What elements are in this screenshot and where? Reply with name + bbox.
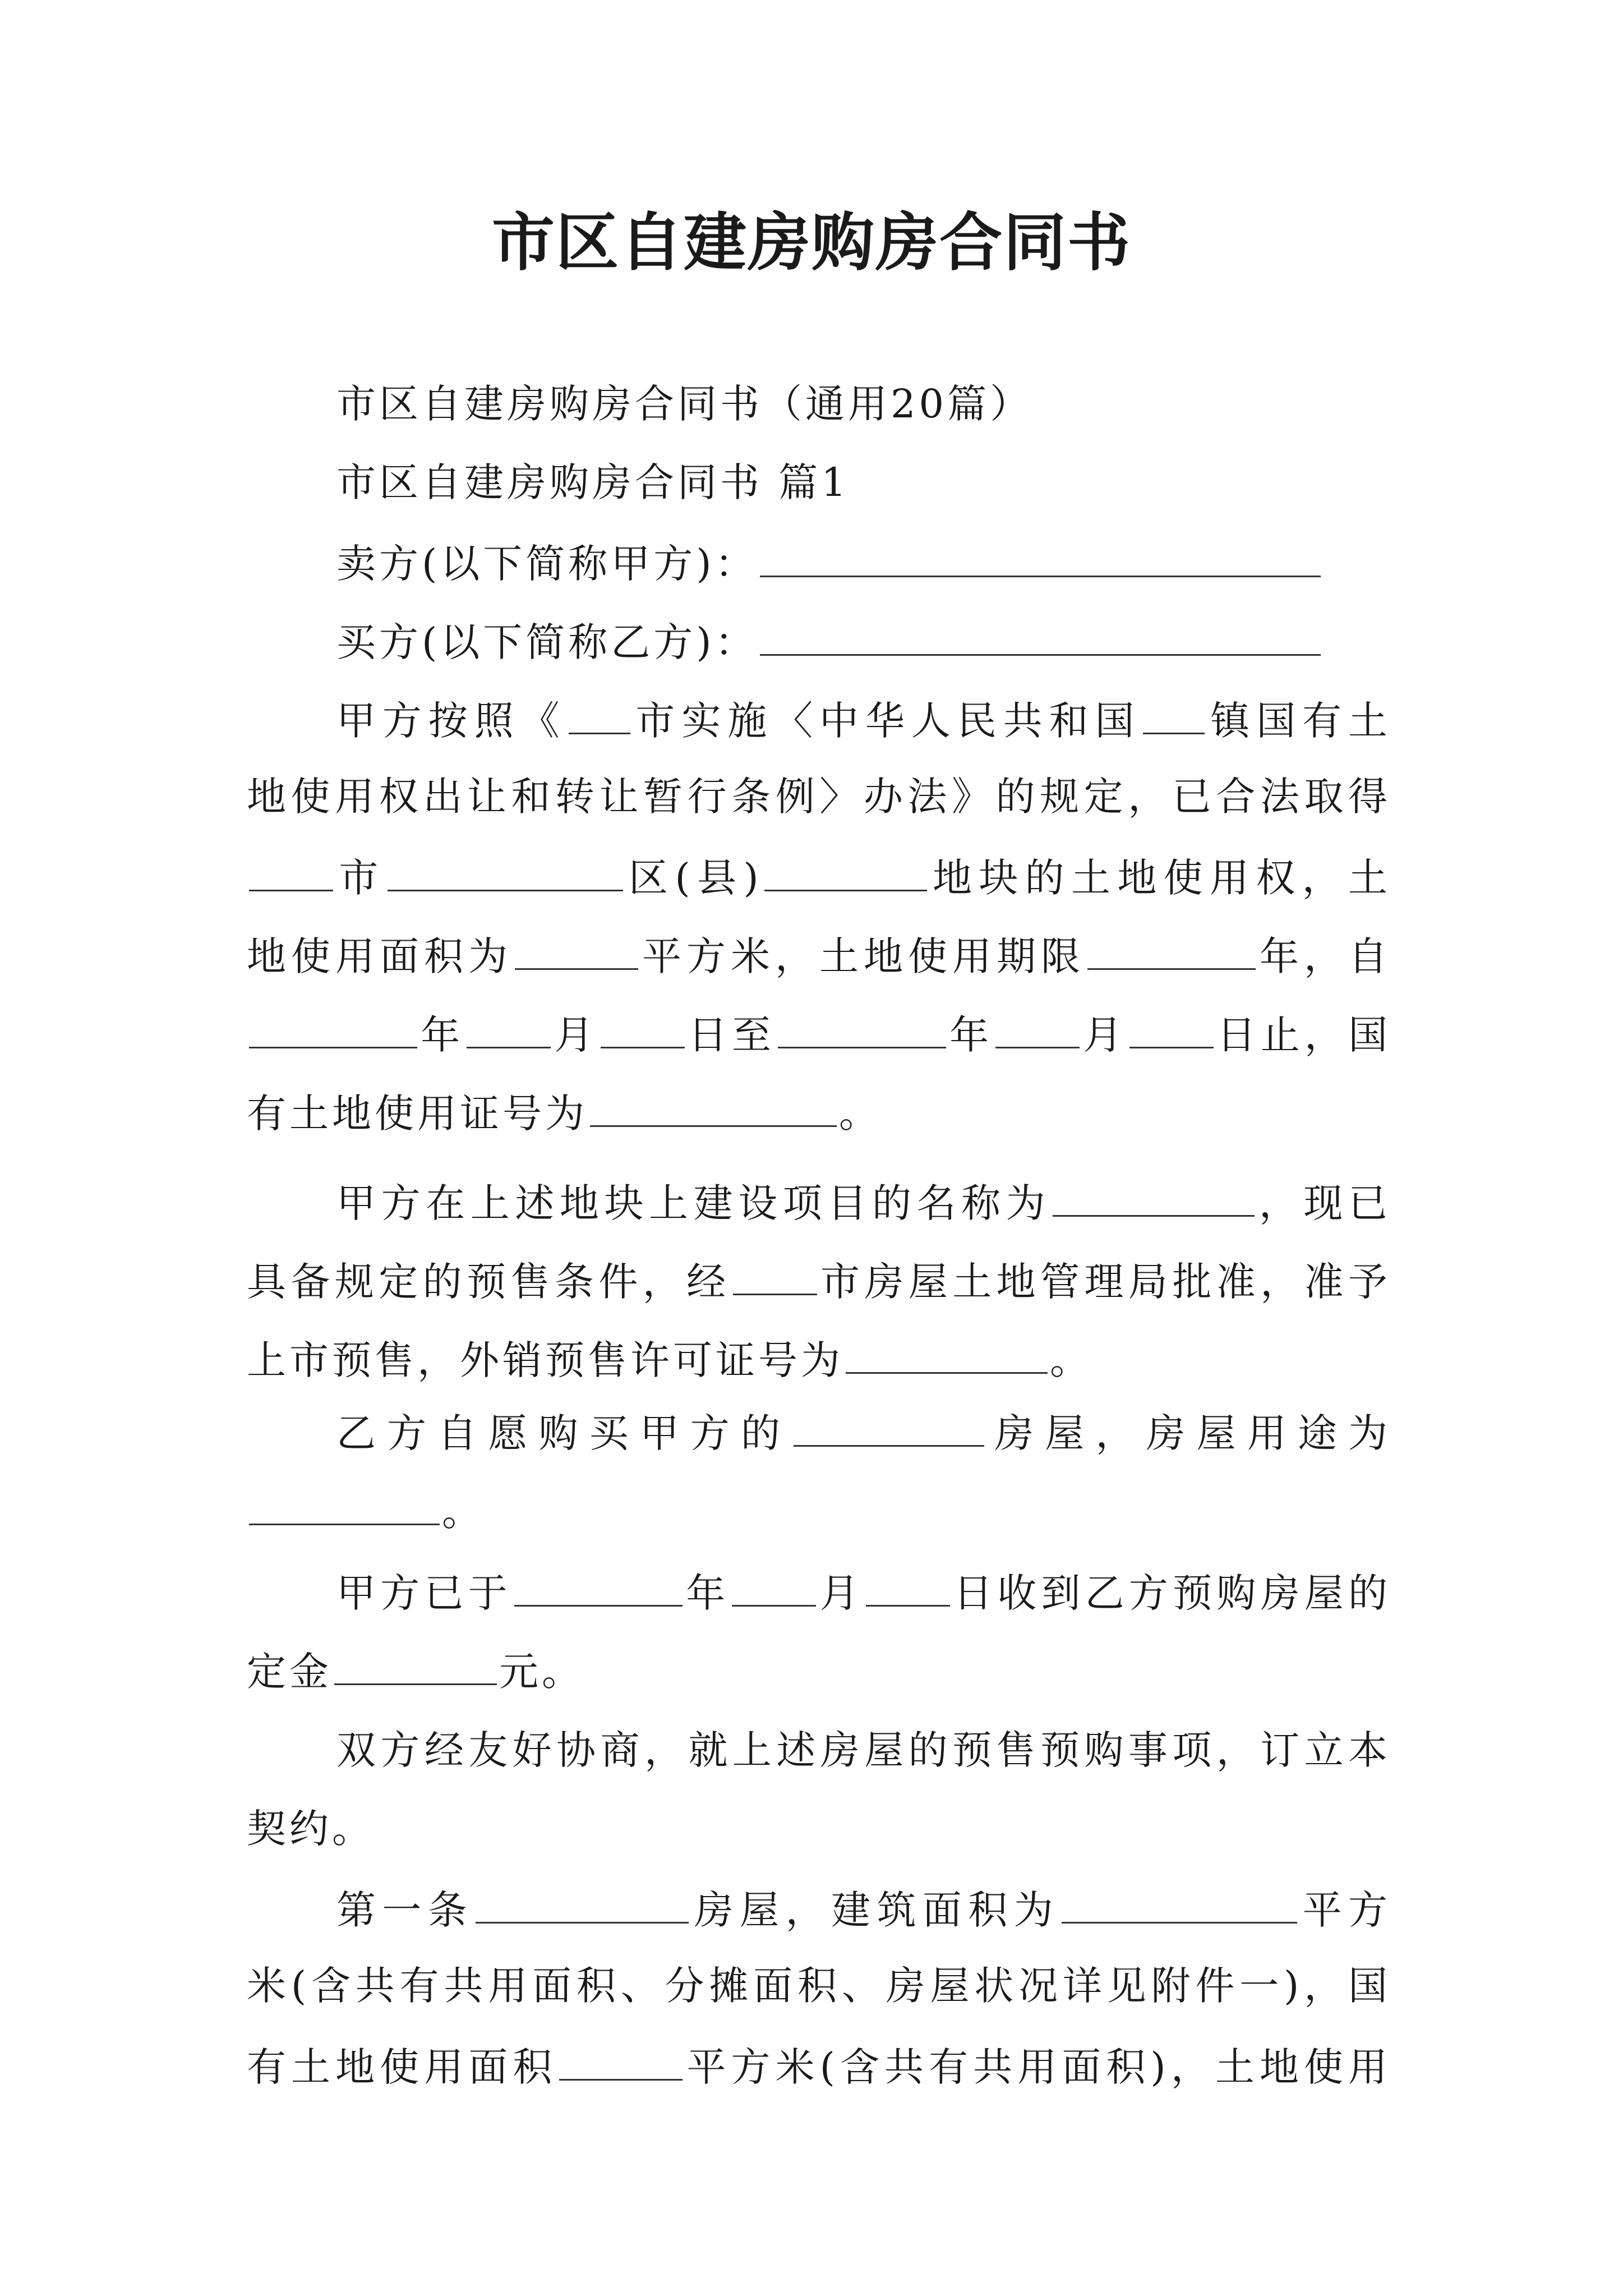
paragraph-line	[247, 847, 1391, 903]
line-text: 地使用面积为	[247, 933, 513, 979]
line-text: 月	[818, 1570, 864, 1616]
line-text: 镇国有土	[1207, 698, 1391, 744]
fill-in-blank	[249, 1004, 417, 1048]
fill-in-blank	[388, 847, 623, 891]
paragraph-line	[336, 611, 1391, 668]
paragraph-line	[336, 690, 1391, 746]
paragraph-line	[247, 1481, 1391, 1537]
line-text: 区(县)	[625, 855, 762, 901]
line-text: 地使用权出让和转让暂行条例〉办法》的规定，已合法取得	[247, 774, 1391, 820]
paragraph-line	[336, 1562, 1391, 1618]
fill-in-blank	[733, 1251, 817, 1295]
paragraph-line	[247, 1083, 1391, 1139]
line-text: 。	[1050, 1337, 1092, 1383]
fill-in-blank	[764, 847, 927, 891]
line-text: 甲方已于	[336, 1570, 512, 1616]
fill-in-blank	[476, 1879, 689, 1924]
line-text: ，现已	[1257, 1180, 1391, 1226]
line-text: 。	[442, 1489, 485, 1535]
paragraph-line	[247, 1251, 1391, 1307]
line-text: 年	[684, 1570, 730, 1616]
line-text: 卖方(以下简称甲方)：	[336, 541, 758, 587]
fill-in-blank	[334, 1641, 497, 1685]
line-text: 日止，国	[1215, 1012, 1391, 1058]
paragraph-line	[247, 1329, 1391, 1386]
paragraph-line	[247, 1004, 1391, 1060]
fill-in-blank	[1143, 690, 1205, 734]
paragraph-line	[247, 926, 1391, 982]
line-text: 年	[948, 1012, 994, 1058]
paragraph-line	[336, 376, 1391, 432]
fill-in-blank	[515, 926, 638, 970]
fill-in-blank	[1062, 1879, 1297, 1924]
line-text: 月	[553, 1012, 598, 1058]
line-text: 平方米，土地使用期限	[640, 933, 1085, 979]
line-text: 平方米(含共有共用面积)，土地使用	[685, 2044, 1391, 2090]
line-text: 具备规定的预售条件，经	[247, 1259, 731, 1305]
line-text: 市房屋土地管理局批准，准予	[819, 1259, 1391, 1305]
line-text: 市区自建房购房合同书（通用20篇）	[336, 381, 1033, 427]
paragraph-line	[336, 1722, 1391, 1778]
line-text: 年，自	[1258, 933, 1391, 979]
fill-in-blank	[794, 1402, 984, 1447]
paragraph-line	[336, 1879, 1391, 1935]
fill-in-blank	[760, 533, 1321, 577]
line-text: 乙方自愿购买甲方的	[336, 1410, 792, 1456]
paragraph-line	[247, 769, 1391, 825]
fill-in-blank	[760, 611, 1321, 656]
line-text: 甲方按照《	[336, 698, 566, 744]
line-text: 米(含共有共用面积、分摊面积、房屋状况详见附件一)，国	[247, 1963, 1391, 2009]
line-text: 有土地使用面积	[247, 2044, 557, 2090]
fill-in-blank	[778, 1004, 946, 1048]
fill-in-blank	[569, 690, 630, 734]
line-text: 定金	[247, 1649, 332, 1695]
fill-in-blank	[467, 1004, 551, 1048]
line-text: 日至	[686, 1012, 776, 1058]
line-text: 平方	[1299, 1887, 1391, 1933]
paragraph-line	[336, 1172, 1391, 1228]
paragraph-line	[336, 533, 1391, 589]
paragraph-line	[247, 1801, 1391, 1857]
line-text: 元。	[499, 1649, 584, 1695]
line-text: 房屋，房屋用途为	[986, 1410, 1391, 1456]
line-text: 。	[839, 1091, 882, 1137]
paragraph-line	[336, 454, 1391, 510]
fill-in-blank	[514, 1562, 683, 1607]
paragraph-line	[247, 1641, 1391, 1697]
line-text: 月	[1082, 1012, 1127, 1058]
line-text: 地块的土地使用权，土	[929, 855, 1391, 901]
line-text: 双方经友好协商，就上述房屋的预售预购事项，订立本	[336, 1727, 1391, 1773]
fill-in-blank	[559, 2036, 683, 2081]
line-text: 契约。	[247, 1806, 375, 1852]
line-text: 市	[335, 855, 385, 901]
fill-in-blank	[249, 847, 333, 891]
fill-in-blank	[846, 1329, 1048, 1374]
fill-in-blank	[866, 1562, 950, 1607]
line-text: 市区自建房购房合同书 篇1	[336, 459, 850, 505]
line-text: 第一条	[336, 1887, 474, 1933]
line-text: 日收到乙方预购房屋的	[952, 1570, 1391, 1616]
line-text: 有土地使用证号为	[247, 1091, 588, 1137]
document-title: 市区自建房购房合同书	[492, 206, 1131, 279]
line-text: 市实施〈中华人民共和国	[632, 698, 1141, 744]
fill-in-blank	[249, 1481, 440, 1525]
fill-in-blank	[1087, 926, 1256, 970]
line-text: 房屋，建筑面积为	[691, 1887, 1060, 1933]
paragraph-line	[247, 1958, 1391, 2014]
fill-in-blank	[1129, 1004, 1214, 1048]
paragraph-line	[247, 2036, 1391, 2092]
line-text: 买方(以下简称乙方)：	[336, 619, 758, 665]
paragraph-line	[336, 1402, 1391, 1458]
fill-in-blank	[732, 1562, 816, 1607]
line-text: 甲方在上述地块上建设项目的名称为	[336, 1180, 1051, 1226]
line-text: 年	[419, 1012, 465, 1058]
fill-in-blank	[601, 1004, 685, 1048]
fill-in-blank	[590, 1083, 837, 1127]
fill-in-blank	[1053, 1172, 1255, 1217]
fill-in-blank	[995, 1004, 1080, 1048]
line-text: 上市预售，外销预售许可证号为	[247, 1337, 843, 1383]
